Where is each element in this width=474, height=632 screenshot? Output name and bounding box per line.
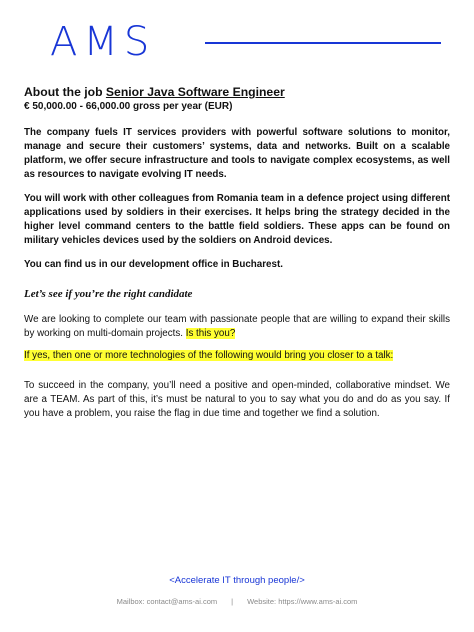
footer-tagline: <Accelerate IT through people/>: [169, 575, 305, 586]
header-divider: [205, 42, 441, 44]
company-logo: AMS: [50, 19, 156, 65]
candidate-subheading: Let’s see if you’re the right candidate: [24, 288, 193, 300]
team-paragraph-text: We are looking to complete our team with passionate people that are willing to expand their skills by working on multi-domain projects.: [24, 314, 450, 339]
footer-separator: |: [231, 597, 234, 606]
office-location: You can find us in our development office in Bucharest.: [24, 259, 283, 270]
job-title: [24, 84, 450, 100]
technologies-paragraph: [24, 349, 450, 363]
job-title-prefix: About the job: [24, 85, 106, 99]
footer-website: Website: https://www.ams-ai.com: [247, 597, 358, 606]
job-salary: € 50,000.00 - 66,000.00 gross per year (EUR): [24, 101, 233, 112]
project-description: You will work with other colleagues from Romania team in a defence project using different applications used by soldiers in their exercises. It helps bring the strategy decided in the higher level command centers to the battle field soldiers. These apps can be found on military vehicles devices used by the soldiers on Android devices.: [24, 193, 450, 246]
footer-contact: [0, 597, 474, 606]
company-description: The company fuels IT services providers with powerful software solutions to monitor, manage and secure their customers’ systems, data and networks. Built on a scalable platform, we offer secure infrastructure and tools to navigate complex ecosystems, as well as resources to navigate evolving IT needs.: [24, 127, 450, 180]
team-paragraph: [24, 313, 450, 341]
highlighted-question: Is this you?: [185, 328, 236, 339]
mindset-paragraph: To succeed in the company, you’ll need a positive and open-minded, collaborative mindset. We are a TEAM. As part of this, it’s must be natural to you to say what you do and do as you say. If you have a problem, you raise the flag in due time and together we find a solution.: [24, 380, 450, 419]
footer-mailbox: Mailbox: contact@ams-ai.com: [116, 597, 218, 606]
job-role: Senior Java Software Engineer: [105, 85, 285, 99]
highlighted-technologies: If yes, then one or more technologies of the following would bring you closer to a talk:: [24, 350, 394, 361]
job-content: [24, 84, 450, 421]
